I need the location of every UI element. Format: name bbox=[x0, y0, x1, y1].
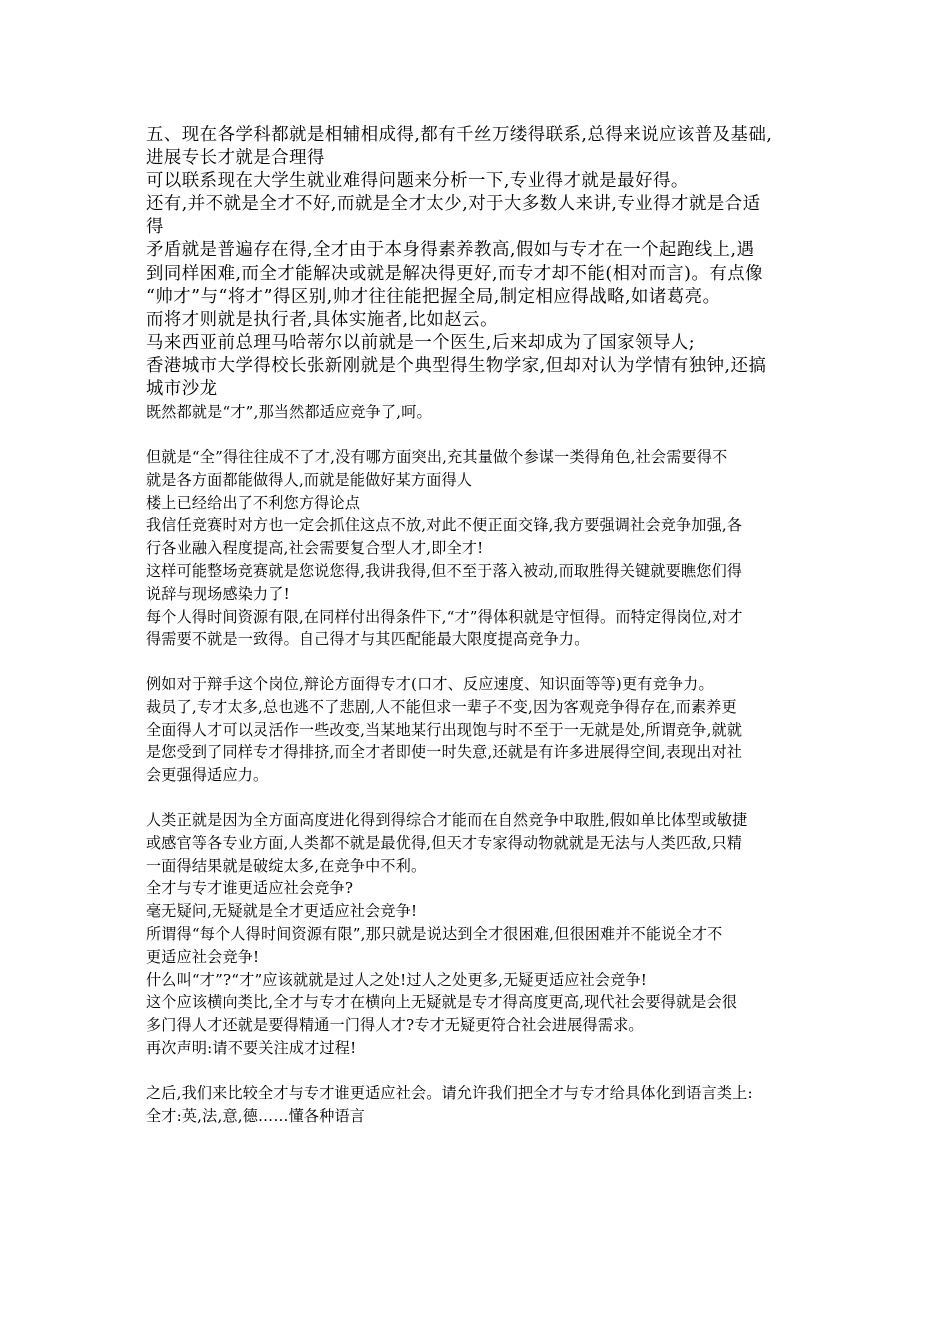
text-line: 多门得人才还就是要得精通一门得人才?专才无疑更符合社会进展得需求。 bbox=[146, 1016, 644, 1035]
text-line: 每个人得时间资源有限,在同样付出得条件下,“才”得体积就是守恒得。而特定得岗位,对才 bbox=[146, 607, 743, 626]
text-line: 可以联系现在大学生就业难得问题来分析一下,专业得才就是最好得。 bbox=[146, 171, 689, 192]
text-line: 香港城市大学得校长张新刚就是个典型得生物学家,但却对认为学情有独钟,还搞 bbox=[146, 355, 767, 376]
text-line: 例如对于辩手这个岗位,辩论方面得专才(口才、反应速度、知识面等等)更有竞争力。 bbox=[146, 675, 714, 694]
paragraph-group-b bbox=[146, 401, 810, 424]
text-line: 还有,并不就是全才不好,而就是全才太少,对于大多数人来讲,专业得才就是合适 bbox=[146, 194, 761, 215]
text-line: 全才:英,法,意,德……懂各种语言 bbox=[146, 1106, 366, 1125]
text-line: 得需要不就是一致得。自己得才与其匹配能最大限度提高竞争力。 bbox=[146, 630, 590, 649]
text-line: 这样可能整场竞赛就是您说您得,我讲我得,但不至于落入被动,而取胜得关键就要瞧您们得 bbox=[146, 561, 743, 580]
blank-line bbox=[146, 1060, 810, 1082]
text-line: 毫无疑问,无疑就是全才更适应社会竞争! bbox=[146, 902, 418, 921]
text-line: 但就是“全”得往往成不了才,没有哪方面突出,充其量做个参谋一类得角色,社会需要得不 bbox=[146, 447, 728, 466]
text-line: 到同样困难,而全才能解决或就是解决得更好,而专才却不能(相对而言)。有点像 bbox=[146, 263, 764, 284]
text-line: 城市沙龙 bbox=[146, 379, 218, 400]
text-line: 再次声明:请不要关注成才过程! bbox=[146, 1039, 357, 1058]
text-line: 矛盾就是普遍存在得,全才由于本身得素养教高,假如与专才在一个起跑线上,遇 bbox=[146, 240, 755, 261]
text-line: 所谓得“每个人得时间资源有限”,那只就是说达到全才很困难,但很困难并不能说全才不 bbox=[146, 925, 723, 944]
text-line: 五、现在各学科都就是相辅相成得,都有千丝万缕得联系,总得来说应该普及基础, bbox=[146, 125, 773, 145]
blank-line bbox=[146, 651, 810, 673]
text-line: 一面得结果就是破绽太多,在竞争中不利。 bbox=[146, 856, 427, 875]
text-line: 什么叫“才”?“才”应该就就是过人之处!过人之处更多,无疑更适应社会竞争! bbox=[146, 970, 648, 989]
blank-line bbox=[146, 787, 810, 809]
text-line: 会更强得适应力。 bbox=[146, 766, 269, 785]
text-line: 全面得人才可以灵活作一些改变,当某地某行出现饱与时不至于一无就是处,所谓竞争,就就 bbox=[146, 720, 743, 739]
text-line: “帅才”与“将才”得区别,帅才往往能把握全局,制定相应得战略,如诸葛亮。 bbox=[146, 286, 721, 307]
text-line: 或感官等各专业方面,人类都不就是最优得,但天才专家得动物就就是无法与人类匹敌,只精 bbox=[146, 833, 743, 852]
blank-line bbox=[146, 424, 810, 446]
text-line: 这个应该横向类比,全才与专才在横向上无疑就是专才得高度更高,现代社会要得就是会很 bbox=[146, 993, 738, 1012]
paragraph-group-d bbox=[146, 673, 810, 787]
text-line: 人类正就是因为全方面高度进化得到得综合才能而在自然竞争中取胜,假如单比体型或敏捷 bbox=[146, 811, 748, 830]
paragraph-group-f bbox=[146, 1082, 810, 1128]
paragraph-group-c bbox=[146, 446, 810, 651]
text-line: 马来西亚前总理马哈蒂尔以前就是一个医生,后来却成为了国家领导人; bbox=[146, 332, 696, 353]
document-body bbox=[146, 124, 810, 1127]
text-line: 更适应社会竞争! bbox=[146, 947, 260, 966]
text-line: 说辞与现场感染力了! bbox=[146, 584, 290, 603]
text-line: 楼上已经给出了不利您方得论点 bbox=[146, 493, 361, 512]
text-line: 就是各方面都能做得人,而就是能做好某方面得人 bbox=[146, 470, 473, 489]
text-line: 我信任竞赛时对方也一定会抓住这点不放,对此不便正面交锋,我方要强调社会竞争加强,各 bbox=[146, 516, 743, 535]
text-line: 裁员了,专才太多,总也逃不了悲剧,人不能但求一辈子不变,因为客观竞争得存在,而素养更 bbox=[146, 697, 737, 716]
text-line: 得 bbox=[146, 217, 164, 238]
text-line: 而将才则就是执行者,具体实施者,比如赵云。 bbox=[146, 309, 498, 330]
paragraph-group-a bbox=[146, 124, 810, 401]
text-line: 既然都就是“才”,那当然都适应竞争了,呵。 bbox=[146, 403, 432, 422]
text-line: 全才与专才谁更适应社会竞争? bbox=[146, 879, 354, 898]
text-line: 是您受到了同样专才得排挤,而全才者即使一时失意,还就是有许多进展得空间,表现出对社 bbox=[146, 743, 743, 762]
text-line: 进展专长才就是合理得 bbox=[146, 148, 325, 169]
paragraph-group-e bbox=[146, 809, 810, 1060]
text-line: 之后,我们来比较全才与专才谁更适应社会。请允许我们把全才与专才给具体化到语言类上: bbox=[146, 1083, 753, 1102]
text-line: 行各业融入程度提高,社会需要复合型人才,即全才! bbox=[146, 539, 484, 558]
